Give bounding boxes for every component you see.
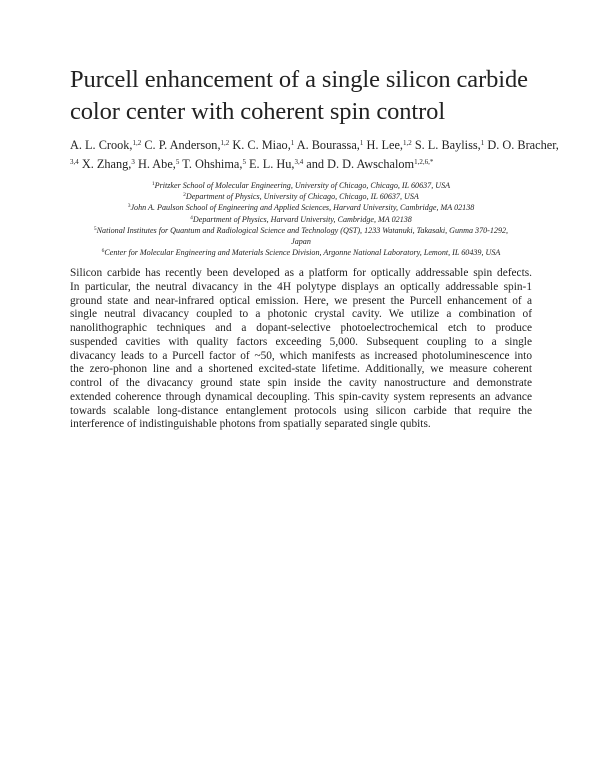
author-name: D. O. Bracher, — [487, 138, 559, 152]
author-affil-sup: 1 — [290, 139, 295, 147]
abstract-line: control of the divacancy ground state spin inside the cavity nanostructure and demonstrate — [70, 377, 532, 389]
author-name: X. Zhang, — [81, 157, 132, 171]
author-list — [70, 136, 559, 174]
abstract-line: single neutral divacancy coupled to a photonic crystal cavity. We utilize a combination of — [70, 308, 532, 321]
affiliation-text: Pritzker School of Molecular Engineering, University of Chicago, Chicago, IL 60637, USA — [154, 181, 451, 190]
affiliation-text: John A. Paulson School of Engineering and Applied Sciences, Harvard University, Cambridge, MA 02138 — [130, 203, 475, 213]
affiliation-text: Japan — [291, 237, 311, 247]
author-affil-sup: 5 — [175, 158, 180, 166]
abstract-line: suspended cavities with quality factors exceeding 5,000. Subsequent coupling to a single — [70, 335, 532, 348]
affiliation-text: National Institutes for Quantum and Radiological Science and Technology (QST), 1233 Watanuki, Takasaki, Gunma 370-1292, — [96, 225, 509, 235]
abstract — [70, 267, 532, 432]
author-name: E. L. Hu, — [249, 157, 295, 171]
author-name: K. C. Miao, — [232, 138, 291, 152]
affiliation-sup: 4 — [190, 214, 193, 221]
affiliation — [60, 214, 542, 225]
abstract-line: Silicon carbide has recently been developed as a platform for optically addressable spin defects. — [70, 267, 532, 279]
author-affil-sup: 1,2,6,* — [414, 158, 434, 166]
affiliation — [60, 247, 542, 258]
author-affil-sup: 1,2 — [132, 139, 142, 147]
affiliation — [60, 225, 542, 236]
author-name: C. P. Anderson, — [144, 138, 221, 152]
author-affil-sup: 3 — [131, 158, 135, 166]
abstract-line: interference of indistinguishable photons from spatially separated single qubits. — [70, 418, 431, 431]
author-line — [70, 136, 559, 155]
author-affil-sup: 1 — [359, 139, 364, 147]
author-name: S. L. Bayliss, — [414, 138, 481, 152]
author-affil-sup: 1,2 — [402, 139, 412, 147]
author-name: H. Abe, — [137, 157, 176, 171]
affiliation-sup: 1 — [151, 181, 155, 187]
abstract-line: ground state and near-infrared optical emission. Here, we present the Purcell enhancement of a — [70, 294, 532, 307]
abstract-line: extended coherence through dynamical decoupling. This spin-cavity system represents an advance — [70, 390, 532, 403]
abstract-line: nanolithographic techniques and a dopant-selective photoelectrochemical etch to produce — [70, 322, 532, 334]
abstract-line: the zero-phonon line and a shortened excited-state lifetime. Additionally, we measure coherent — [70, 363, 532, 376]
author-name: A. L. Crook, — [70, 138, 133, 152]
affiliation-sup: 3 — [127, 203, 131, 210]
affiliation-list — [60, 180, 542, 258]
title-line: color center with coherent spin control — [70, 98, 446, 125]
author-affil-sup: 1 — [480, 139, 485, 147]
affiliation-text: Center for Molecular Engineering and Materials Science Division, Argonne National Laboratory, Lemont, IL 60439, USA — [104, 248, 501, 258]
abstract-line: In particular, the neutral divacancy in the 4H polytype displays an optically addressable spin-1 — [70, 280, 532, 293]
author-name: T. Ohshima, — [182, 157, 243, 171]
author-name: H. Lee, — [366, 138, 403, 152]
author-line — [70, 155, 532, 174]
affiliation-text: Department of Physics, University of Chicago, Chicago, IL 60637, USA — [185, 192, 419, 202]
affiliation-sup: 6 — [101, 248, 105, 255]
author-affil-sup: 3,4 — [294, 158, 304, 166]
author-affil-sup: 3,4 — [70, 158, 79, 166]
title-line: Purcell enhancement of a single silicon carbide — [70, 66, 528, 93]
abstract-line: towards scalable long-distance entanglement protocols using silicon carbide that require the — [70, 404, 532, 417]
author-name: and D. D. Awschalom — [306, 157, 415, 171]
affiliation-sup: 5 — [93, 225, 97, 232]
paper-title — [70, 64, 540, 128]
author-name: A. Bourassa, — [296, 138, 360, 152]
affiliation-sup: 2 — [183, 192, 186, 199]
author-affil-sup: 5 — [242, 158, 246, 166]
affiliation — [60, 236, 542, 247]
author-affil-sup: 1,2 — [220, 139, 230, 147]
affiliation-text: Department of Physics, Harvard University, Cambridge, MA 02138 — [192, 214, 412, 224]
affiliation — [60, 180, 542, 191]
affiliation — [60, 191, 542, 202]
affiliation — [60, 202, 542, 213]
abstract-line: divacancy leads to a Purcell factor of ~50, which manifests as increased photoluminescence into — [70, 349, 532, 362]
